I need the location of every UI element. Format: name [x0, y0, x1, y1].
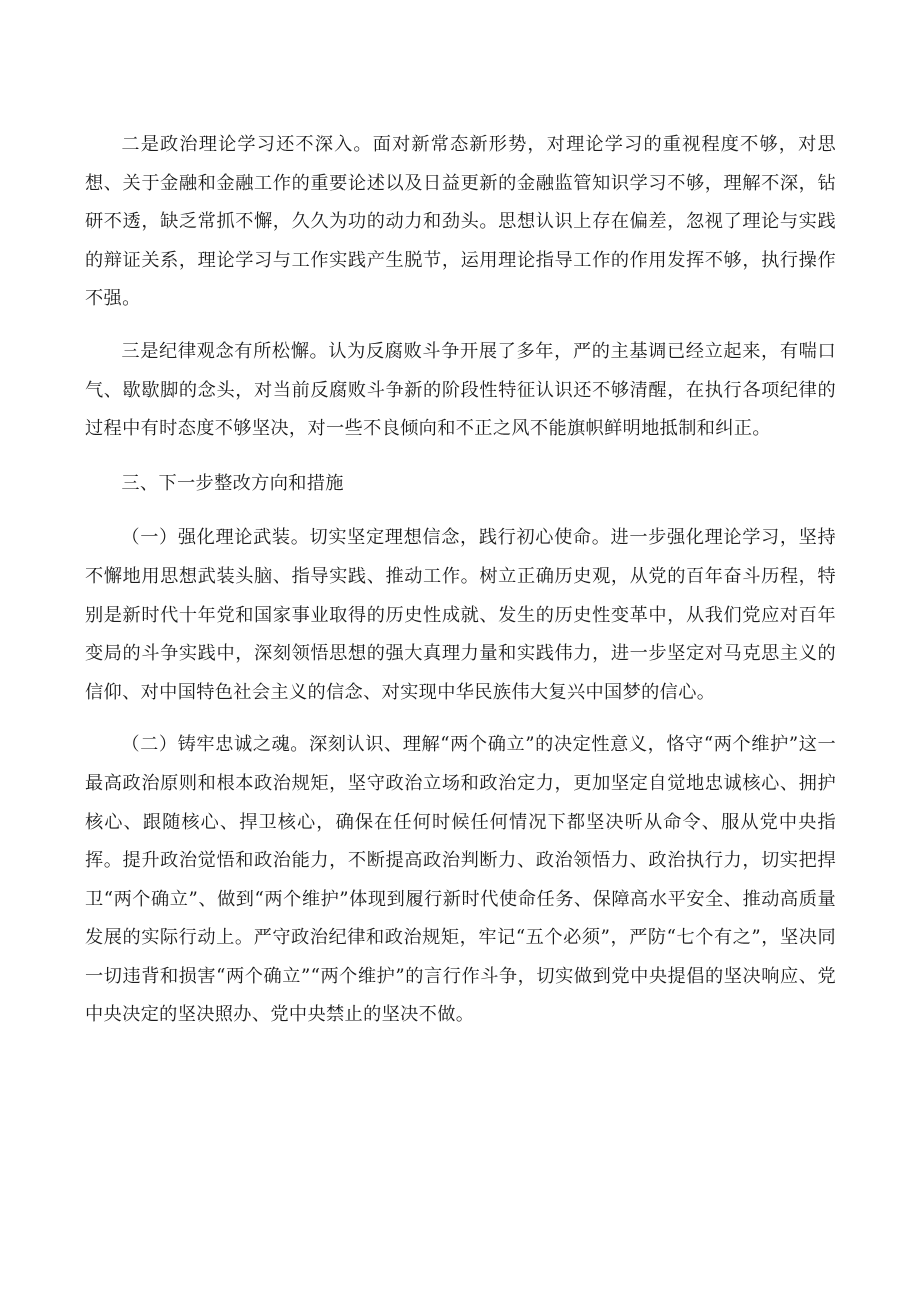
paragraph-loyalty: （二）铸牢忠诚之魂。深刻认识、理解“两个确立”的决定性意义，恪守“两个维护”这一最高政治原则和根本政治规矩，坚守政治立场和政治定力，更加坚定自觉地忠诚核心、拥护核心、跟随核心、捍卫核心，确保在任何时候任何情况下都坚决听从命令、服从党中央指挥。提升政治觉悟和政治能力，不断提高政治判断力、政治领悟力、政治执行力，切实把捍卫“两个确立”、做到“两个维护”体现到履行新时代使命任务、保障高水平安全、推动高质量发展的实际行动上。严守政治纪律和政治规矩，牢记“五个必须”，严防“七个有之”，坚决同一切违背和损害“两个确立”“两个维护”的言行作斗争，切实做到党中央提倡的坚决响应、党中央决定的坚决照办、党中央禁止的坚决不做。 — [85, 734, 836, 1026]
paragraph-theory-arming: （一）强化理论武装。切实坚定理想信念，践行初心使命。进一步强化理论学习，坚持不懈地用思想武装头脑、指导实践、推动工作。树立正确历史观，从党的百年奋斗历程，特别是新时代十年党和国家事业取得的历史性成就、发生的历史性变革中，从我们党应对百年变局的斗争实践中，深刻领悟思想的强大真理力量和实践伟力，进一步坚定对马克思主义的信仰、对中国特色社会主义的信念、对实现中华民族伟大复兴中国梦的信心。 — [85, 527, 836, 703]
paragraph-discipline-awareness: 三是纪律观念有所松懈。认为反腐败斗争开展了多年，严的主基调已经立起来，有喘口气、歇歇脚的念头，对当前反腐败斗争新的阶段性特征认识还不够清醒，在执行各项纪律的过程中有时态度不够坚决，对一些不良倾向和不正之风不能旗帜鲜明地抵制和纠正。 — [85, 340, 836, 440]
section-heading-rectification: 三、下一步整改方向和措施 — [121, 472, 344, 494]
paragraph-political-theory-study: 二是政治理论学习还不深入。面对新常态新形势，对理论学习的重视程度不够，对思想、关于金融和金融工作的重要论述以及日益更新的金融监管知识学习不够，理解不深，钻研不透，缺乏常抓不懈，久久为功的动力和劲头。思想认识上存在偏差，忽视了理论与实践的辩证关系，理论学习与工作实践产生脱节，运用理论指导工作的作用发挥不够，执行操作不强。 — [85, 134, 836, 310]
